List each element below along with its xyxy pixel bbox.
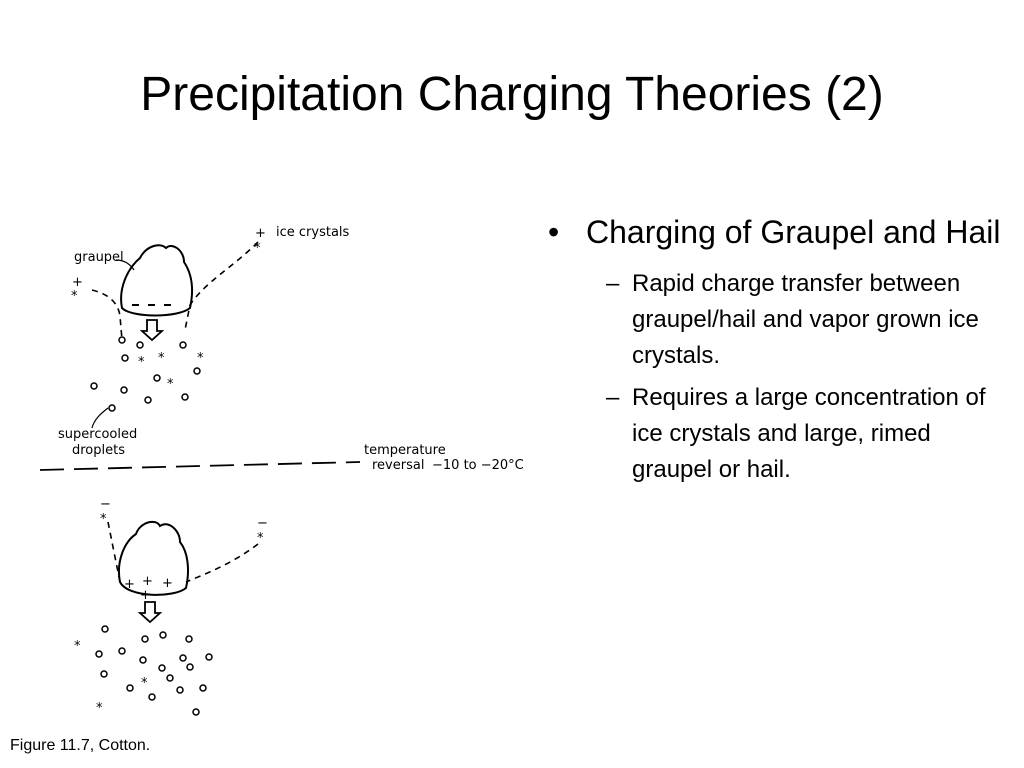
upper-panel [58,225,350,458]
minus-sign: − [257,516,268,531]
lower-ice-particles [74,639,148,716]
supercooled-label-line2: droplets [72,443,125,458]
bullet-item [548,212,1008,252]
svg-text:+: + [142,574,153,589]
sub-bullet-marker: – [606,270,620,297]
lower-ice-trajectories [108,522,258,582]
bullet-text: Charging of Graupel and Hail [586,214,1001,250]
svg-text:+: + [124,577,135,592]
upper-ice-crystal-right [254,226,266,256]
content-area [548,212,1008,494]
sub-bullet-text: Rapid charge transfer between graupel/hail and vapor grown ice crystals. [632,270,979,369]
svg-text:*: * [74,639,81,654]
ice-crystals-label: ice crystals [276,225,350,240]
svg-text:+: + [162,576,173,591]
lower-panel [74,497,268,716]
svg-text:*: * [158,351,165,366]
sub-bullet-item [548,380,1008,488]
graupel-label: graupel [74,250,124,265]
lower-droplets [96,626,212,715]
upper-graupel-particle [121,245,192,315]
reversal-dashed-line [40,462,360,470]
sub-bullet-marker: – [606,384,620,411]
sub-bullet-item [548,266,1008,374]
lower-ice-crystal-right [257,516,268,546]
svg-text:*: * [167,377,174,392]
asterisk: * [257,531,264,546]
asterisk: * [100,512,107,527]
plus-sign: + [255,226,266,241]
reversal-label: reversal [372,458,425,473]
graupel-charging-figure [0,190,545,735]
lower-graupel-charges [124,574,173,603]
slide-title: Precipitation Charging Theories (2) [140,68,884,121]
droplets-leader-line [92,408,108,428]
upper-ice-crystal-left [71,275,83,304]
plus-sign: + [72,275,83,290]
temperature-label: temperature [364,443,446,458]
svg-text:*: * [141,676,148,691]
upper-droplets [91,337,200,411]
lower-ice-crystal-left [100,497,111,527]
supercooled-label-line1: supercooled [58,427,138,442]
svg-text:+: + [140,588,151,603]
lower-fall-arrow [140,602,160,622]
sub-bullet-text: Requires a large concentration of ice crystals and large, rimed graupel or hail. [632,384,986,483]
svg-text:*: * [138,355,145,370]
temperature-range-label: −10 to −20°C [432,458,524,473]
svg-text:*: * [96,701,103,716]
upper-fall-arrow [142,320,162,340]
bullet-marker: • [548,214,560,250]
minus-sign: − [100,497,111,512]
asterisk: * [254,241,261,256]
figure-caption: Figure 11.7, Cotton. [10,737,151,754]
asterisk: * [71,289,78,304]
svg-text:*: * [197,351,204,366]
figure-svg [0,190,545,735]
